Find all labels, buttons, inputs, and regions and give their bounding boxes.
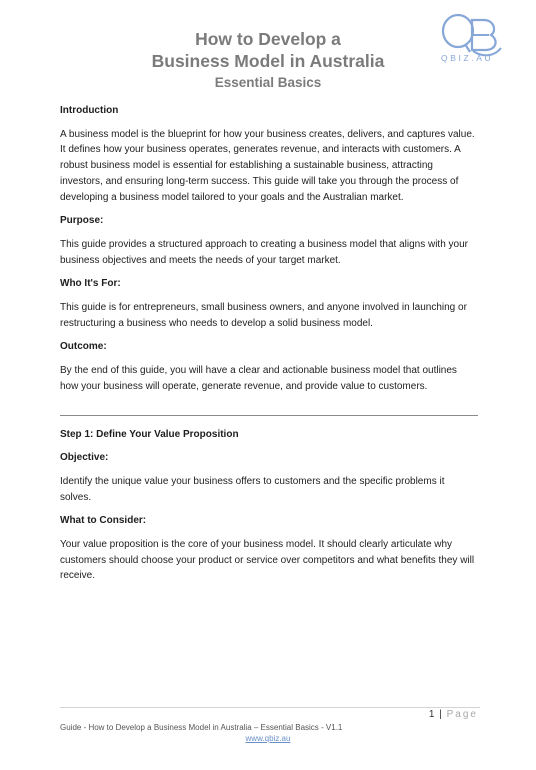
- who-paragraph: This guide is for entrepreneurs, small business owners, and anyone involved in launching or restructuring a business who needs to develop a solid business model.: [60, 302, 467, 329]
- intro-paragraph: A business model is the blueprint for how your business creates, delivers, and captures value. It defines how your business operates, generates revenue, and interacts with customers. A robust business model is essential for establishing a sustainable business, attracting investors, and ensuring long-term success. This guide will take you through the process of developing a business model tailored to your goals and the Australian market.: [60, 128, 475, 203]
- purpose-heading: Purpose:: [60, 215, 104, 227]
- logo-text: QBIZ.AU: [441, 53, 494, 63]
- outcome-paragraph: By the end of this guide, you will have a clear and actionable business model that outlines how your business will operate, generate revenue, and provide value to customers.: [60, 365, 457, 392]
- title-line-1: How to Develop a: [195, 29, 341, 49]
- footer-website-link[interactable]: www.qbiz.au: [245, 734, 291, 743]
- who-heading: Who It's For:: [60, 278, 121, 290]
- page-label: Page: [446, 709, 478, 720]
- step1-heading: Step 1: Define Your Value Proposition: [60, 428, 239, 440]
- purpose-paragraph: This guide provides a structured approach to creating a business model that aligns with your business objectives and meets the needs of your target market.: [60, 238, 469, 266]
- footer-doc-label: Guide - How to Develop a Business Model in Australia – Essential Basics - V1.1: [60, 723, 343, 732]
- document-body: [60, 103, 478, 584]
- consider-paragraph: Your value proposition is the core of your business model. It should clearly articulate why customers should choose your product or service over competitors and what benefits they will receive.: [60, 539, 475, 582]
- section-divider: [60, 415, 478, 416]
- footer-divider: [60, 707, 480, 708]
- title-line-2: Business Model in Australia: [151, 51, 385, 71]
- outcome-heading: Outcome:: [60, 341, 107, 353]
- intro-heading: Introduction: [60, 105, 119, 116]
- page-separator: |: [439, 709, 442, 720]
- document-subtitle: Essential Basics: [214, 75, 322, 90]
- consider-heading: What to Consider:: [60, 515, 147, 527]
- page-number: [429, 709, 478, 720]
- objective-paragraph: Identify the unique value your business offers to customers and the specific problems it solves.: [60, 475, 445, 503]
- page-number-value: 1: [428, 709, 435, 720]
- objective-heading: Objective:: [60, 452, 109, 464]
